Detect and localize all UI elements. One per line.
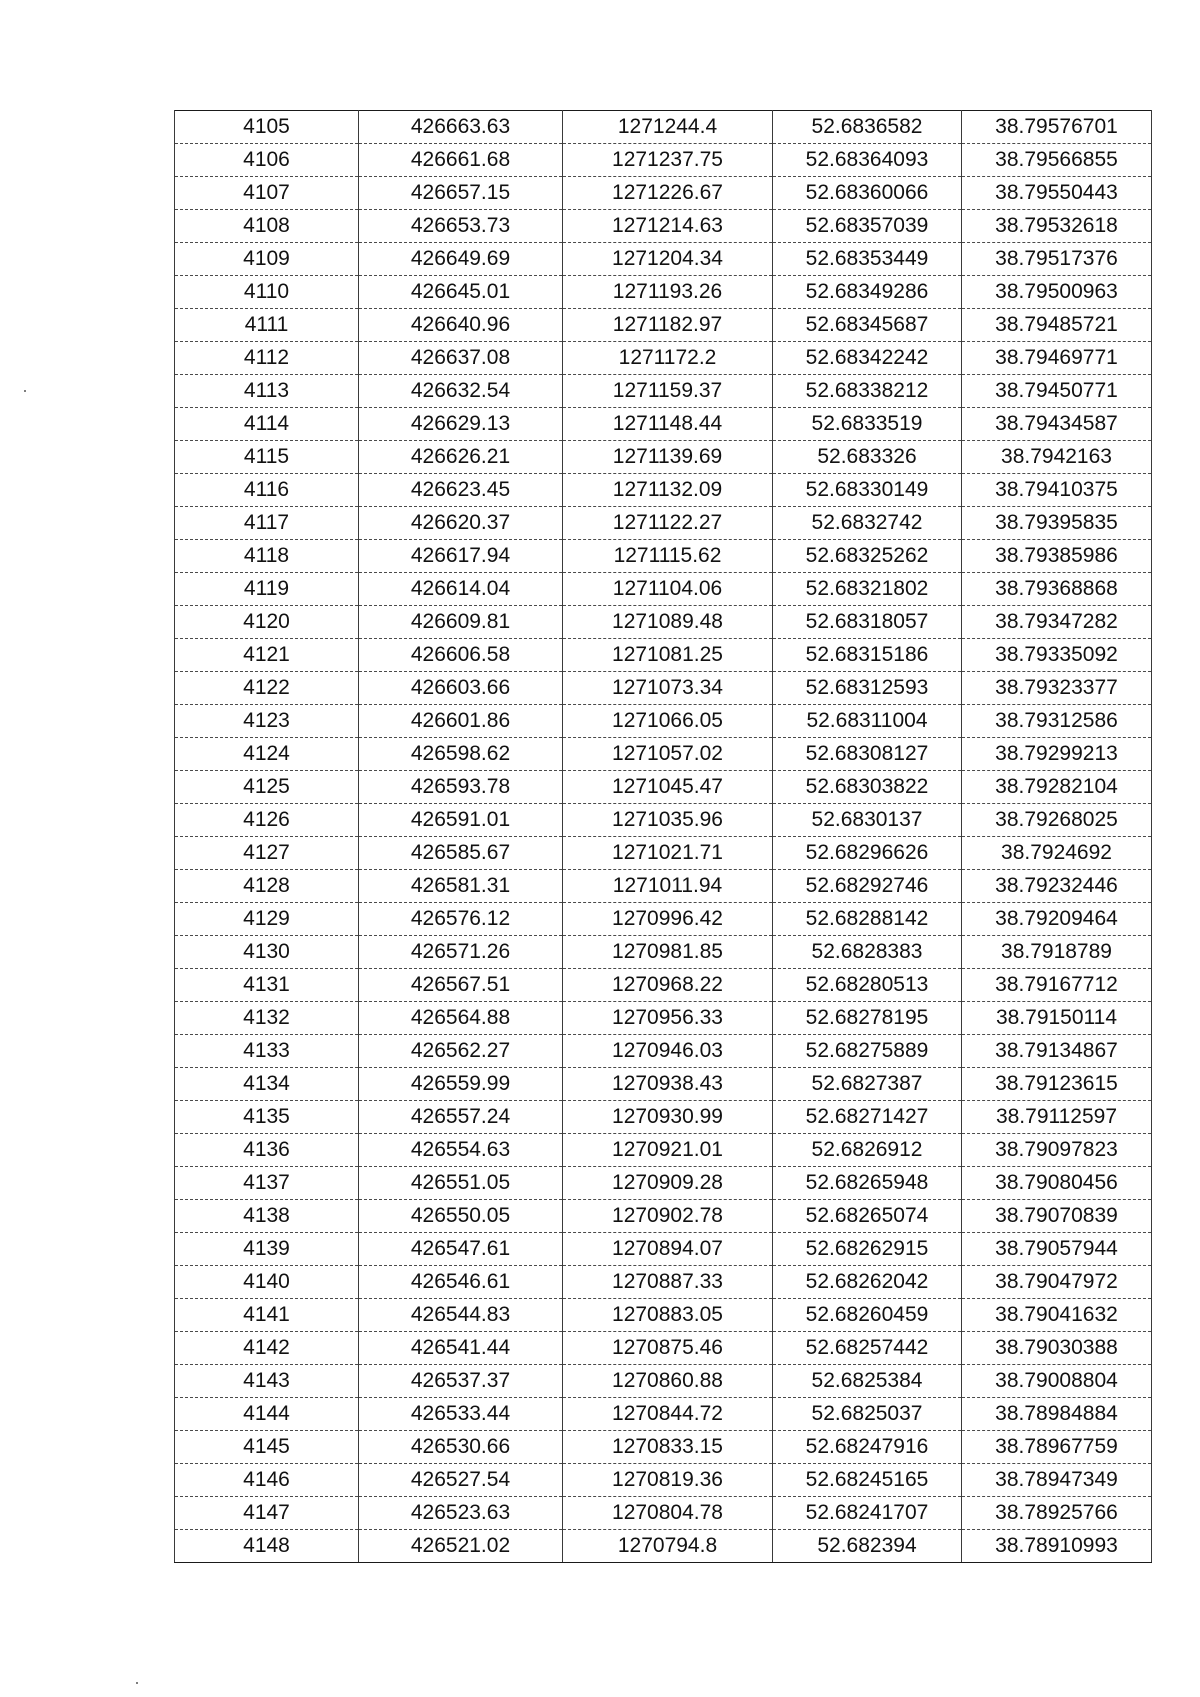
x-coordinate-cell: 426637.08 [359,342,563,375]
table-row [175,771,1152,804]
coordinates-table-body [175,111,1152,1563]
point-number-cell: 4115 [175,441,359,474]
latitude-cell: 52.68325262 [773,540,962,573]
x-coordinate-cell: 426537.37 [359,1365,563,1398]
table-row [175,144,1152,177]
longitude-cell: 38.79232446 [962,870,1152,903]
longitude-cell: 38.79469771 [962,342,1152,375]
table-row [175,1101,1152,1134]
latitude-cell: 52.68265074 [773,1200,962,1233]
table-row [175,1365,1152,1398]
longitude-cell: 38.79395835 [962,507,1152,540]
longitude-cell: 38.78947349 [962,1464,1152,1497]
y-coordinate-cell: 1271237.75 [563,144,773,177]
y-coordinate-cell: 1270894.07 [563,1233,773,1266]
point-number-cell: 4145 [175,1431,359,1464]
point-number-cell: 4142 [175,1332,359,1365]
longitude-cell: 38.7918789 [962,936,1152,969]
y-coordinate-cell: 1271035.96 [563,804,773,837]
y-coordinate-cell: 1270938.43 [563,1068,773,1101]
table-row [175,837,1152,870]
y-coordinate-cell: 1270909.28 [563,1167,773,1200]
latitude-cell: 52.68318057 [773,606,962,639]
x-coordinate-cell: 426629.13 [359,408,563,441]
latitude-cell: 52.6833519 [773,408,962,441]
point-number-cell: 4121 [175,639,359,672]
latitude-cell: 52.68262915 [773,1233,962,1266]
table-row [175,606,1152,639]
latitude-cell: 52.68260459 [773,1299,962,1332]
latitude-cell: 52.6825037 [773,1398,962,1431]
y-coordinate-cell: 1271021.71 [563,837,773,870]
longitude-cell: 38.79385986 [962,540,1152,573]
latitude-cell: 52.6827387 [773,1068,962,1101]
coordinates-table [174,110,1152,1563]
table-row [175,177,1152,210]
x-coordinate-cell: 426533.44 [359,1398,563,1431]
y-coordinate-cell: 1271132.09 [563,474,773,507]
x-coordinate-cell: 426603.66 [359,672,563,705]
latitude-cell: 52.68292746 [773,870,962,903]
y-coordinate-cell: 1270819.36 [563,1464,773,1497]
longitude-cell: 38.79485721 [962,309,1152,342]
latitude-cell: 52.6836582 [773,111,962,144]
y-coordinate-cell: 1271172.2 [563,342,773,375]
table-row [175,1332,1152,1365]
y-coordinate-cell: 1270956.33 [563,1002,773,1035]
longitude-cell: 38.79550443 [962,177,1152,210]
x-coordinate-cell: 426598.62 [359,738,563,771]
latitude-cell: 52.6828383 [773,936,962,969]
point-number-cell: 4139 [175,1233,359,1266]
latitude-cell: 52.68245165 [773,1464,962,1497]
point-number-cell: 4111 [175,309,359,342]
longitude-cell: 38.79299213 [962,738,1152,771]
point-number-cell: 4120 [175,606,359,639]
latitude-cell: 52.68311004 [773,705,962,738]
point-number-cell: 4132 [175,1002,359,1035]
x-coordinate-cell: 426550.05 [359,1200,563,1233]
point-number-cell: 4136 [175,1134,359,1167]
x-coordinate-cell: 426567.51 [359,969,563,1002]
table-row [175,969,1152,1002]
table-row [175,375,1152,408]
x-coordinate-cell: 426523.63 [359,1497,563,1530]
y-coordinate-cell: 1271214.63 [563,210,773,243]
y-coordinate-cell: 1271148.44 [563,408,773,441]
y-coordinate-cell: 1271057.02 [563,738,773,771]
latitude-cell: 52.6825384 [773,1365,962,1398]
point-number-cell: 4117 [175,507,359,540]
latitude-cell: 52.68315186 [773,639,962,672]
point-number-cell: 4131 [175,969,359,1002]
point-number-cell: 4119 [175,573,359,606]
y-coordinate-cell: 1271193.26 [563,276,773,309]
table-row [175,903,1152,936]
longitude-cell: 38.79434587 [962,408,1152,441]
table-row [175,1398,1152,1431]
point-number-cell: 4127 [175,837,359,870]
longitude-cell: 38.79323377 [962,672,1152,705]
y-coordinate-cell: 1271011.94 [563,870,773,903]
table-row [175,573,1152,606]
longitude-cell: 38.79335092 [962,639,1152,672]
x-coordinate-cell: 426551.05 [359,1167,563,1200]
y-coordinate-cell: 1271045.47 [563,771,773,804]
longitude-cell: 38.79080456 [962,1167,1152,1200]
latitude-cell: 52.68353449 [773,243,962,276]
longitude-cell: 38.79576701 [962,111,1152,144]
point-number-cell: 4134 [175,1068,359,1101]
x-coordinate-cell: 426559.99 [359,1068,563,1101]
longitude-cell: 38.79097823 [962,1134,1152,1167]
point-number-cell: 4143 [175,1365,359,1398]
point-number-cell: 4124 [175,738,359,771]
point-number-cell: 4146 [175,1464,359,1497]
point-number-cell: 4140 [175,1266,359,1299]
point-number-cell: 4112 [175,342,359,375]
x-coordinate-cell: 426614.04 [359,573,563,606]
table-row [175,1431,1152,1464]
latitude-cell: 52.68247916 [773,1431,962,1464]
latitude-cell: 52.682394 [773,1530,962,1563]
point-number-cell: 4106 [175,144,359,177]
latitude-cell: 52.68303822 [773,771,962,804]
table-row [175,1497,1152,1530]
point-number-cell: 4105 [175,111,359,144]
y-coordinate-cell: 1270981.85 [563,936,773,969]
latitude-cell: 52.68345687 [773,309,962,342]
x-coordinate-cell: 426530.66 [359,1431,563,1464]
point-number-cell: 4141 [175,1299,359,1332]
table-row [175,639,1152,672]
latitude-cell: 52.68278195 [773,1002,962,1035]
scan-speck [24,390,26,392]
x-coordinate-cell: 426593.78 [359,771,563,804]
x-coordinate-cell: 426585.67 [359,837,563,870]
longitude-cell: 38.79368868 [962,573,1152,606]
table-row [175,1530,1152,1563]
y-coordinate-cell: 1270946.03 [563,1035,773,1068]
x-coordinate-cell: 426609.81 [359,606,563,639]
latitude-cell: 52.68330149 [773,474,962,507]
longitude-cell: 38.79282104 [962,771,1152,804]
x-coordinate-cell: 426626.21 [359,441,563,474]
longitude-cell: 38.79209464 [962,903,1152,936]
x-coordinate-cell: 426645.01 [359,276,563,309]
longitude-cell: 38.7942163 [962,441,1152,474]
longitude-cell: 38.78967759 [962,1431,1152,1464]
longitude-cell: 38.79030388 [962,1332,1152,1365]
table-row [175,1002,1152,1035]
latitude-cell: 52.68265948 [773,1167,962,1200]
y-coordinate-cell: 1270968.22 [563,969,773,1002]
longitude-cell: 38.79008804 [962,1365,1152,1398]
x-coordinate-cell: 426544.83 [359,1299,563,1332]
point-number-cell: 4135 [175,1101,359,1134]
table-row [175,804,1152,837]
longitude-cell: 38.79057944 [962,1233,1152,1266]
x-coordinate-cell: 426527.54 [359,1464,563,1497]
table-row [175,705,1152,738]
latitude-cell: 52.6826912 [773,1134,962,1167]
y-coordinate-cell: 1270921.01 [563,1134,773,1167]
point-number-cell: 4110 [175,276,359,309]
longitude-cell: 38.79123615 [962,1068,1152,1101]
y-coordinate-cell: 1271073.34 [563,672,773,705]
latitude-cell: 52.68241707 [773,1497,962,1530]
table-row [175,672,1152,705]
x-coordinate-cell: 426521.02 [359,1530,563,1563]
longitude-cell: 38.7924692 [962,837,1152,870]
x-coordinate-cell: 426576.12 [359,903,563,936]
table-row [175,111,1152,144]
point-number-cell: 4126 [175,804,359,837]
table-row [175,1200,1152,1233]
y-coordinate-cell: 1271139.69 [563,441,773,474]
table-row [175,1299,1152,1332]
longitude-cell: 38.78984884 [962,1398,1152,1431]
x-coordinate-cell: 426623.45 [359,474,563,507]
latitude-cell: 52.68296626 [773,837,962,870]
y-coordinate-cell: 1271226.67 [563,177,773,210]
x-coordinate-cell: 426557.24 [359,1101,563,1134]
y-coordinate-cell: 1271159.37 [563,375,773,408]
y-coordinate-cell: 1270887.33 [563,1266,773,1299]
point-number-cell: 4123 [175,705,359,738]
point-number-cell: 4129 [175,903,359,936]
point-number-cell: 4144 [175,1398,359,1431]
x-coordinate-cell: 426661.68 [359,144,563,177]
latitude-cell: 52.6832742 [773,507,962,540]
longitude-cell: 38.79150114 [962,1002,1152,1035]
table-row [175,243,1152,276]
table-row [175,507,1152,540]
table-row [175,870,1152,903]
x-coordinate-cell: 426649.69 [359,243,563,276]
latitude-cell: 52.68312593 [773,672,962,705]
latitude-cell: 52.68349286 [773,276,962,309]
y-coordinate-cell: 1270860.88 [563,1365,773,1398]
table-row [175,1134,1152,1167]
longitude-cell: 38.79112597 [962,1101,1152,1134]
point-number-cell: 4147 [175,1497,359,1530]
table-row [175,1233,1152,1266]
longitude-cell: 38.79410375 [962,474,1152,507]
point-number-cell: 4137 [175,1167,359,1200]
longitude-cell: 38.79047972 [962,1266,1152,1299]
latitude-cell: 52.68321802 [773,573,962,606]
table-row [175,738,1152,771]
y-coordinate-cell: 1271081.25 [563,639,773,672]
latitude-cell: 52.6830137 [773,804,962,837]
table-row [175,1167,1152,1200]
y-coordinate-cell: 1270883.05 [563,1299,773,1332]
y-coordinate-cell: 1270996.42 [563,903,773,936]
table-row [175,441,1152,474]
table-row [175,1068,1152,1101]
longitude-cell: 38.79347282 [962,606,1152,639]
point-number-cell: 4122 [175,672,359,705]
longitude-cell: 38.79134867 [962,1035,1152,1068]
point-number-cell: 4114 [175,408,359,441]
x-coordinate-cell: 426663.63 [359,111,563,144]
point-number-cell: 4128 [175,870,359,903]
table-row [175,936,1152,969]
latitude-cell: 52.68308127 [773,738,962,771]
x-coordinate-cell: 426571.26 [359,936,563,969]
latitude-cell: 52.683326 [773,441,962,474]
point-number-cell: 4133 [175,1035,359,1068]
y-coordinate-cell: 1271104.06 [563,573,773,606]
x-coordinate-cell: 426653.73 [359,210,563,243]
latitude-cell: 52.68262042 [773,1266,962,1299]
x-coordinate-cell: 426640.96 [359,309,563,342]
point-number-cell: 4148 [175,1530,359,1563]
longitude-cell: 38.79566855 [962,144,1152,177]
point-number-cell: 4108 [175,210,359,243]
y-coordinate-cell: 1271204.34 [563,243,773,276]
y-coordinate-cell: 1270844.72 [563,1398,773,1431]
latitude-cell: 52.68280513 [773,969,962,1002]
table-row [175,474,1152,507]
x-coordinate-cell: 426606.58 [359,639,563,672]
latitude-cell: 52.68342242 [773,342,962,375]
latitude-cell: 52.68338212 [773,375,962,408]
y-coordinate-cell: 1270875.46 [563,1332,773,1365]
longitude-cell: 38.79517376 [962,243,1152,276]
longitude-cell: 38.79167712 [962,969,1152,1002]
x-coordinate-cell: 426581.31 [359,870,563,903]
y-coordinate-cell: 1270902.78 [563,1200,773,1233]
latitude-cell: 52.68288142 [773,903,962,936]
table-row [175,1035,1152,1068]
point-number-cell: 4109 [175,243,359,276]
longitude-cell: 38.79312586 [962,705,1152,738]
point-number-cell: 4116 [175,474,359,507]
x-coordinate-cell: 426617.94 [359,540,563,573]
latitude-cell: 52.68364093 [773,144,962,177]
y-coordinate-cell: 1271244.4 [563,111,773,144]
point-number-cell: 4138 [175,1200,359,1233]
x-coordinate-cell: 426554.63 [359,1134,563,1167]
x-coordinate-cell: 426591.01 [359,804,563,837]
x-coordinate-cell: 426657.15 [359,177,563,210]
table-row [175,540,1152,573]
scan-speck [136,1682,138,1684]
y-coordinate-cell: 1271122.27 [563,507,773,540]
y-coordinate-cell: 1270930.99 [563,1101,773,1134]
latitude-cell: 52.68275889 [773,1035,962,1068]
latitude-cell: 52.68360066 [773,177,962,210]
x-coordinate-cell: 426547.61 [359,1233,563,1266]
x-coordinate-cell: 426620.37 [359,507,563,540]
y-coordinate-cell: 1271066.05 [563,705,773,738]
table-row [175,276,1152,309]
table-row [175,408,1152,441]
y-coordinate-cell: 1270804.78 [563,1497,773,1530]
x-coordinate-cell: 426546.61 [359,1266,563,1299]
y-coordinate-cell: 1271182.97 [563,309,773,342]
y-coordinate-cell: 1270794.8 [563,1530,773,1563]
point-number-cell: 4118 [175,540,359,573]
longitude-cell: 38.79500963 [962,276,1152,309]
table-row [175,342,1152,375]
longitude-cell: 38.79070839 [962,1200,1152,1233]
longitude-cell: 38.78910993 [962,1530,1152,1563]
table-row [175,1464,1152,1497]
y-coordinate-cell: 1271089.48 [563,606,773,639]
table-row [175,210,1152,243]
longitude-cell: 38.79450771 [962,375,1152,408]
longitude-cell: 38.79268025 [962,804,1152,837]
y-coordinate-cell: 1270833.15 [563,1431,773,1464]
x-coordinate-cell: 426541.44 [359,1332,563,1365]
point-number-cell: 4125 [175,771,359,804]
latitude-cell: 52.68271427 [773,1101,962,1134]
point-number-cell: 4107 [175,177,359,210]
table-row [175,1266,1152,1299]
x-coordinate-cell: 426632.54 [359,375,563,408]
longitude-cell: 38.78925766 [962,1497,1152,1530]
latitude-cell: 52.68357039 [773,210,962,243]
longitude-cell: 38.79532618 [962,210,1152,243]
table-row [175,309,1152,342]
point-number-cell: 4130 [175,936,359,969]
x-coordinate-cell: 426562.27 [359,1035,563,1068]
y-coordinate-cell: 1271115.62 [563,540,773,573]
longitude-cell: 38.79041632 [962,1299,1152,1332]
latitude-cell: 52.68257442 [773,1332,962,1365]
x-coordinate-cell: 426564.88 [359,1002,563,1035]
point-number-cell: 4113 [175,375,359,408]
x-coordinate-cell: 426601.86 [359,705,563,738]
